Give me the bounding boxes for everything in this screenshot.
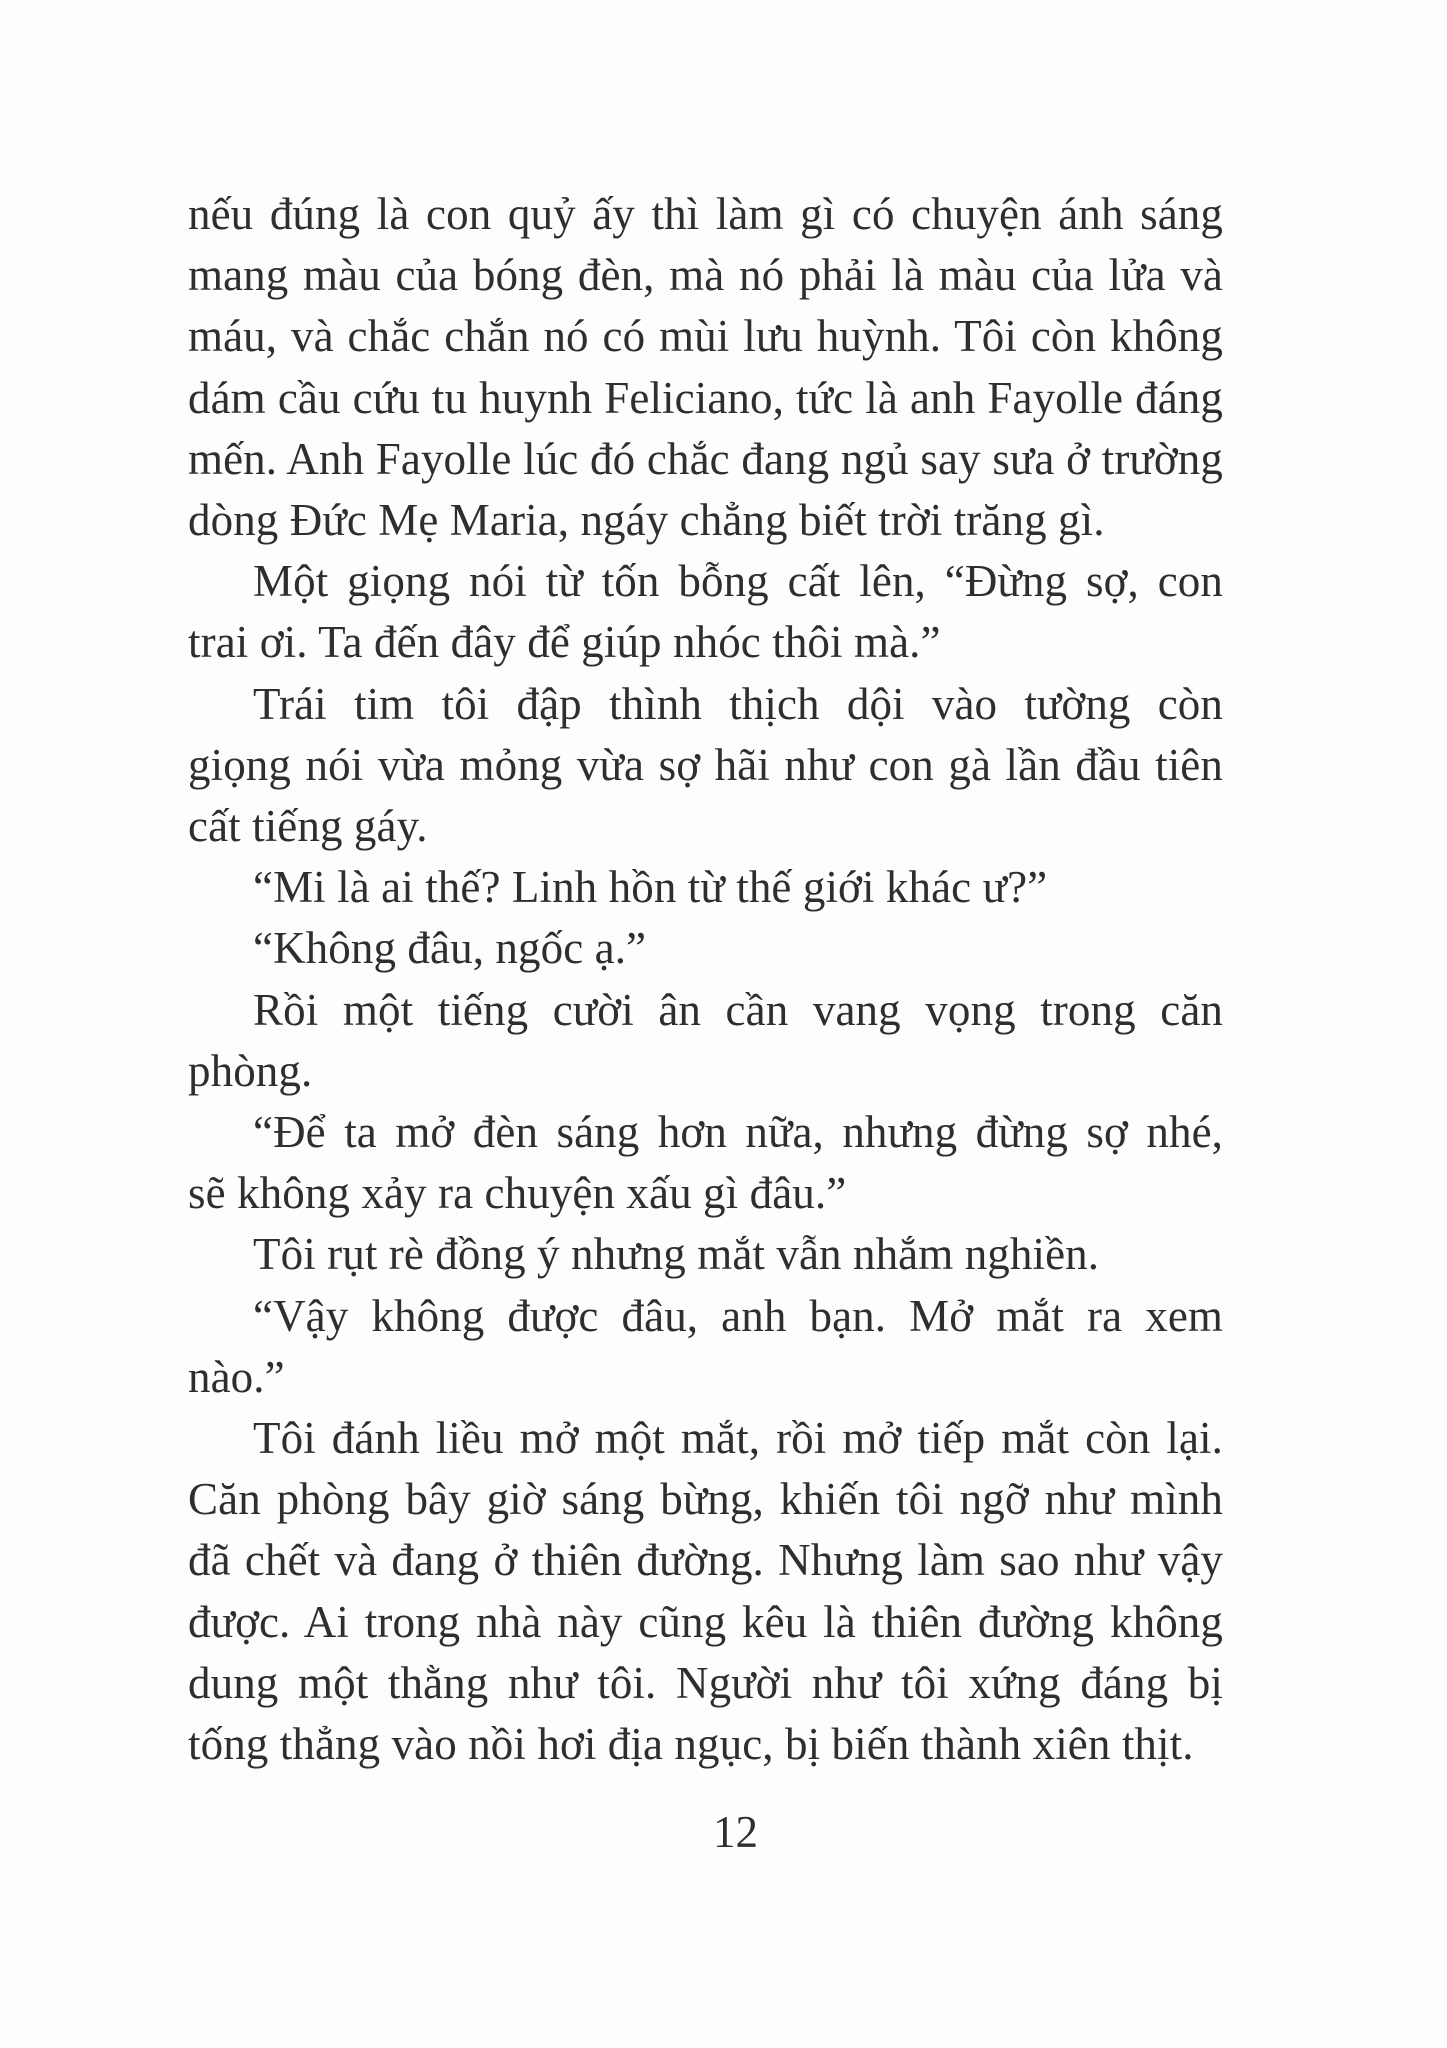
page-number: 12 [713,1807,758,1857]
paragraph [188,1286,1223,1408]
paragraph [188,980,1223,1102]
text-line: sẽ không xảy ra chuyện xấu gì đâu.” [188,1168,847,1219]
text-line: giọng nói vừa mỏng vừa sợ hãi như con gà lần đầu tiên [188,739,1223,790]
text-line: “Không đâu, ngốc ạ.” [253,923,647,974]
text-line: phòng. [188,1045,313,1096]
text-line: tống thẳng vào nồi hơi địa ngục, bị biến thành xiên thịt. [188,1719,1194,1770]
text-line: dung một thằng như tôi. Người như tôi xứng đáng bị [188,1657,1223,1708]
text-line: được. Ai trong nhà này cũng kêu là thiên đường không [188,1596,1223,1647]
text-line: “Để ta mở đèn sáng hơn nữa, nhưng đừng sợ nhé, [253,1107,1223,1158]
text-line: đã chết và đang ở thiên đường. Nhưng làm sao như vậy [188,1535,1223,1586]
body-text [188,184,1223,1775]
text-line: dám cầu cứu tu huynh Feliciano, tức là anh Fayolle đáng [188,372,1223,423]
text-line: cất tiếng gáy. [188,801,428,852]
paragraph [188,674,1223,858]
paragraph [188,918,1223,979]
text-line: “Vậy không được đâu, anh bạn. Mở mắt ra xem [253,1290,1223,1341]
text-line: nếu đúng là con quỷ ấy thì làm gì có chuyện ánh sáng [188,189,1223,239]
paragraph [188,857,1223,918]
text-line: Một giọng nói từ tốn bỗng cất lên, “Đừng sợ, con [253,556,1223,607]
text-line: nào.” [188,1351,285,1402]
text-line: mến. Anh Fayolle lúc đó chắc đang ngủ say sưa ở trường [188,433,1223,484]
paragraph [188,1408,1223,1775]
text-line: Tôi đánh liều mở một mắt, rồi mở tiếp mắt còn lại. [253,1413,1223,1464]
text-line: Căn phòng bây giờ sáng bừng, khiến tôi ngỡ như mình [188,1474,1223,1525]
paragraph [188,184,1223,551]
paragraph [188,1102,1223,1224]
text-line: mang màu của bóng đèn, mà nó phải là màu của lửa và [188,250,1223,301]
paragraph [188,1224,1223,1285]
text-line: Trái tim tôi đập thình thịch dội vào tường còn [253,678,1223,729]
text-line: dòng Đức Mẹ Maria, ngáy chẳng biết trời trăng gì. [188,495,1105,546]
text-line: máu, và chắc chắn nó có mùi lưu huỳnh. Tôi còn không [188,311,1223,362]
paragraph [188,551,1223,673]
text-line: “Mi là ai thế? Linh hồn từ thế giới khác ư?” [253,862,1048,913]
text-line: Rồi một tiếng cười ân cần vang vọng trong căn [253,984,1223,1035]
text-line: trai ơi. Ta đến đây để giúp nhóc thôi mà.” [188,617,941,668]
text-line: Tôi rụt rè đồng ý nhưng mắt vẫn nhắm nghiền. [253,1229,1100,1280]
